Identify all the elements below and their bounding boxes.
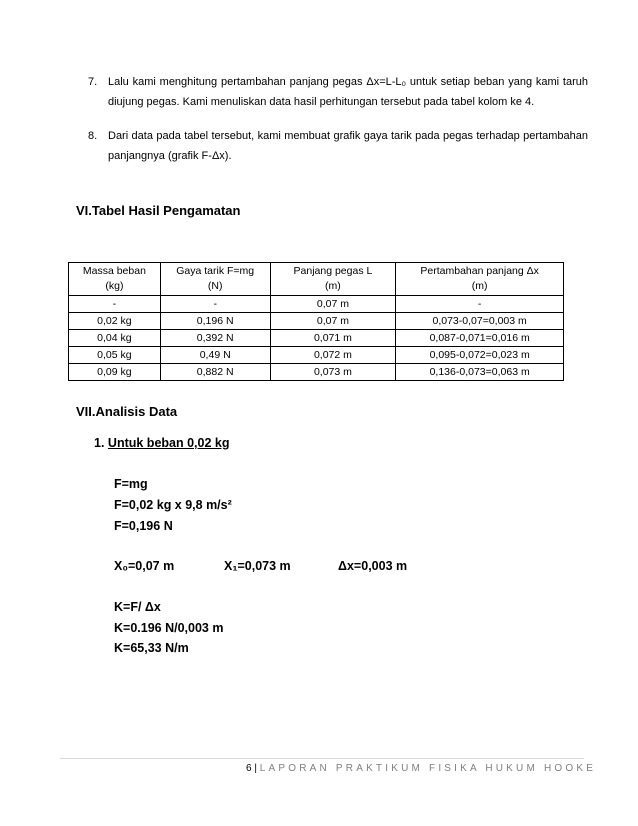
- table-cell: 0,09 kg: [69, 364, 161, 381]
- table-row: [69, 330, 564, 347]
- spring-constant-result: K=65,33 N/m: [114, 641, 189, 655]
- column-header-mass: Massa beban (kg): [69, 263, 161, 296]
- force-substitution: F=0,02 kg x 9,8 m/s²: [114, 498, 232, 512]
- table-cell: 0,087-0,071=0,016 m: [396, 330, 564, 347]
- table-cell: 0,073 m: [270, 364, 396, 381]
- table-cell: -: [396, 296, 564, 313]
- length-change: Δx=0,003 m: [338, 559, 408, 573]
- table-cell: 0,136-0,073=0,063 m: [396, 364, 564, 381]
- force-result: F=0,196 N: [114, 519, 173, 533]
- table-row: [69, 296, 564, 313]
- table-cell: 0,07 m: [270, 313, 396, 330]
- page-footer: [246, 763, 596, 774]
- column-header-length: Panjang pegas L (m): [270, 263, 396, 296]
- table-cell: -: [160, 296, 270, 313]
- table-row: [69, 364, 564, 381]
- table-cell: 0,05 kg: [69, 347, 161, 364]
- procedure-step-7: [88, 72, 588, 112]
- step-number: 7.: [88, 76, 98, 88]
- table-header-row: [69, 263, 564, 296]
- initial-length: X₀=0,07 m: [114, 559, 175, 573]
- analysis-item-title: Untuk beban 0,02 kg: [107, 436, 230, 450]
- table-cell: 0,071 m: [270, 330, 396, 347]
- table-cell: 0,073-0,07=0,003 m: [396, 313, 564, 330]
- section-vii-heading: VII.Analisis Data: [76, 404, 178, 419]
- step-text: Lalu kami menghitung pertambahan panjang pegas Δx=L-L₀ untuk setiap beban yang kami taruh diujung pegas. Kami menuliskan data hasil perhitungan tersebut pada tabel kolom ke 4.: [108, 76, 588, 108]
- table-cell: -: [69, 296, 161, 313]
- section-vi-heading: VI.Tabel Hasil Pengamatan: [76, 203, 241, 218]
- column-header-force: Gaya tarik F=mg (N): [160, 263, 270, 296]
- analysis-item-number: 1.: [94, 436, 105, 450]
- spring-constant-substitution: K=0.196 N/0,003 m: [114, 621, 224, 635]
- table-cell: 0,02 kg: [69, 313, 161, 330]
- table-row: [69, 347, 564, 364]
- table-cell: 0,072 m: [270, 347, 396, 364]
- spring-constant-formula: K=F/ Δx: [114, 600, 161, 614]
- force-formula: F=mg: [114, 477, 148, 491]
- column-header-extension: Pertambahan panjang Δx (m): [396, 263, 564, 296]
- table-cell: 0,882 N: [160, 364, 270, 381]
- footer-divider: [60, 758, 584, 759]
- table-cell: 0,095-0,072=0,023 m: [396, 347, 564, 364]
- footer-title: LAPORAN PRAKTIKUM FISIKA HUKUM HOOKE: [259, 763, 597, 774]
- table-cell: 0,07 m: [270, 296, 396, 313]
- step-number: 8.: [88, 130, 98, 142]
- final-length: X₁=0,073 m: [224, 559, 291, 573]
- procedure-step-8: [88, 126, 588, 166]
- table-cell: 0,392 N: [160, 330, 270, 347]
- page-number: 6: [246, 763, 252, 774]
- table-row: [69, 313, 564, 330]
- step-text: Dari data pada tabel tersebut, kami membuat grafik gaya tarik pada pegas terhadap pertambahan panjangnya (grafik F-Δx).: [108, 130, 588, 162]
- footer-separator: |: [254, 763, 257, 774]
- analysis-item-heading: [94, 436, 229, 450]
- observation-table: [68, 262, 564, 381]
- table-cell: 0,49 N: [160, 347, 270, 364]
- table-cell: 0,04 kg: [69, 330, 161, 347]
- procedure-steps: [88, 72, 588, 180]
- table-cell: 0,196 N: [160, 313, 270, 330]
